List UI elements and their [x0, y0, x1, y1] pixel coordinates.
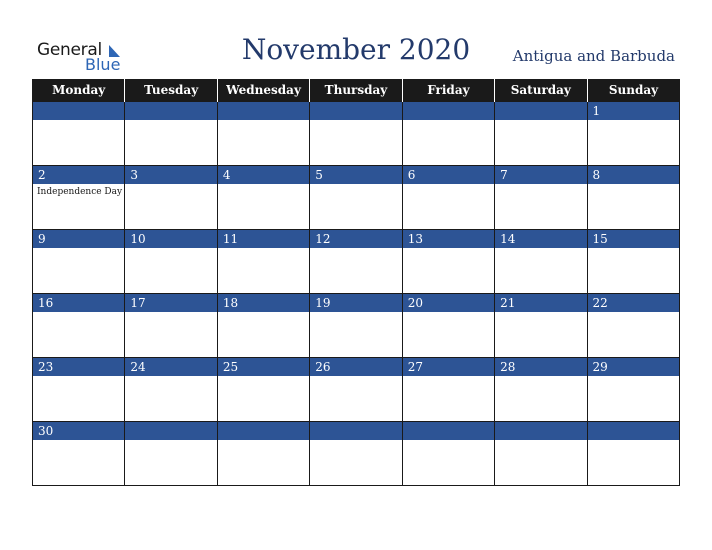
day-cell [125, 230, 217, 294]
weekday-header: Wednesday [217, 79, 309, 102]
holiday-label: Independence Day [37, 187, 123, 197]
day-cell [217, 166, 309, 230]
day-number [218, 102, 309, 121]
weekday-header: Saturday [495, 79, 587, 102]
day-cell [217, 358, 309, 422]
day-number: 22 [588, 294, 679, 313]
country-name: Antigua and Barbuda [512, 47, 675, 65]
day-cell [587, 102, 679, 166]
day-number [403, 102, 494, 121]
day-number [310, 102, 401, 121]
day-cell [402, 358, 494, 422]
weekday-header: Sunday [587, 79, 679, 102]
day-number: 10 [125, 230, 216, 249]
day-cell [402, 230, 494, 294]
weekday-header: Friday [402, 79, 494, 102]
day-cell [310, 294, 402, 358]
day-cell [33, 422, 125, 486]
day-number: 29 [588, 358, 679, 377]
logo-general-text: General [37, 40, 102, 60]
day-cell [310, 358, 402, 422]
day-cell [217, 230, 309, 294]
day-number: 7 [495, 166, 586, 185]
day-cell [402, 166, 494, 230]
day-cell [33, 230, 125, 294]
day-number: 30 [33, 422, 124, 441]
calendar-title: November 2020 [241, 33, 471, 66]
day-number: 13 [403, 230, 494, 249]
day-cell [495, 358, 587, 422]
day-cell [310, 230, 402, 294]
day-number: 9 [33, 230, 124, 249]
day-cell [217, 294, 309, 358]
week-row [33, 294, 680, 358]
day-number: 15 [588, 230, 679, 249]
day-number: 1 [588, 102, 679, 121]
day-cell [310, 166, 402, 230]
day-number: 14 [495, 230, 586, 249]
weekday-header: Thursday [310, 79, 402, 102]
day-number: 4 [218, 166, 309, 185]
day-cell [125, 102, 217, 166]
day-number: 2 [33, 166, 124, 185]
day-number [495, 422, 586, 441]
day-number [495, 102, 586, 121]
day-number: 25 [218, 358, 309, 377]
day-number: 28 [495, 358, 586, 377]
weekday-header-row [33, 79, 680, 102]
day-number: 19 [310, 294, 401, 313]
day-number: 6 [403, 166, 494, 185]
day-cell [587, 358, 679, 422]
day-number [310, 422, 401, 441]
day-number: 21 [495, 294, 586, 313]
weekday-header: Monday [33, 79, 125, 102]
day-cell [125, 358, 217, 422]
day-cell [217, 422, 309, 486]
day-number: 27 [403, 358, 494, 377]
day-cell [125, 166, 217, 230]
day-cell [217, 102, 309, 166]
day-cell [33, 102, 125, 166]
day-cell [33, 166, 125, 230]
day-number: 24 [125, 358, 216, 377]
day-cell [33, 358, 125, 422]
week-row [33, 102, 680, 166]
day-cell [310, 422, 402, 486]
calendar-body [33, 102, 680, 486]
day-number [33, 102, 124, 121]
day-number [125, 102, 216, 121]
day-cell [125, 294, 217, 358]
calendar-grid [32, 79, 680, 486]
day-cell [587, 422, 679, 486]
day-number [588, 422, 679, 441]
weekday-header: Tuesday [125, 79, 217, 102]
day-cell [495, 294, 587, 358]
day-number [125, 422, 216, 441]
day-cell [402, 102, 494, 166]
day-cell [402, 422, 494, 486]
day-number: 11 [218, 230, 309, 249]
week-row [33, 166, 680, 230]
day-number: 20 [403, 294, 494, 313]
day-cell [402, 294, 494, 358]
day-cell [495, 230, 587, 294]
day-number: 5 [310, 166, 401, 185]
day-number [403, 422, 494, 441]
day-cell [310, 102, 402, 166]
day-number: 3 [125, 166, 216, 185]
day-cell [33, 294, 125, 358]
day-number: 16 [33, 294, 124, 313]
day-number: 12 [310, 230, 401, 249]
day-number: 18 [218, 294, 309, 313]
day-cell [587, 166, 679, 230]
logo-blue-text: Blue [85, 55, 121, 74]
day-cell [125, 422, 217, 486]
day-cell [495, 102, 587, 166]
day-number: 8 [588, 166, 679, 185]
week-row [33, 358, 680, 422]
day-number: 17 [125, 294, 216, 313]
day-number [218, 422, 309, 441]
day-cell [495, 166, 587, 230]
day-number: 26 [310, 358, 401, 377]
day-cell [495, 422, 587, 486]
day-cell [587, 230, 679, 294]
day-number: 23 [33, 358, 124, 377]
day-cell [587, 294, 679, 358]
week-row [33, 230, 680, 294]
week-row [33, 422, 680, 486]
